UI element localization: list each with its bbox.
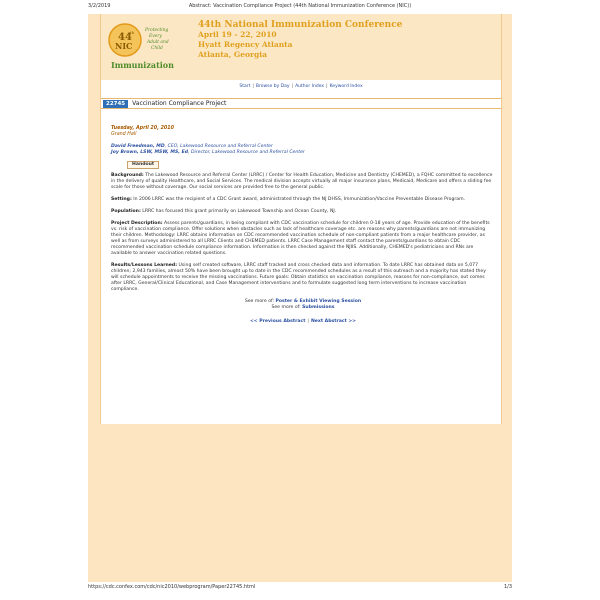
setting-label: Setting: <box>111 197 132 202</box>
abstract-body <box>111 126 495 325</box>
logo-word: Immunization <box>111 60 174 70</box>
nav-author-index-link[interactable]: Author Index <box>295 84 325 89</box>
project-paragraph <box>111 221 495 257</box>
top-nav: Start | Browse by Day | Author Index | Keyword Index <box>239 84 363 89</box>
author-affiliation: , CEO, Lakewood Resource and Referral Center <box>164 144 273 149</box>
results-paragraph <box>111 263 495 293</box>
logo-tagline-2: Every <box>149 34 162 39</box>
abstract-number-badge: 22745 <box>103 100 128 108</box>
logo-tagline-1: Protecting <box>145 28 169 33</box>
session-date: Tuesday, April 20, 2010 <box>111 126 174 131</box>
see-more-session-link[interactable]: Poster & Exhibit Viewing Session <box>275 299 362 304</box>
background-paragraph <box>111 173 495 191</box>
print-date: 3/2/2019 <box>88 3 111 9</box>
conference-logo <box>107 18 189 76</box>
see-more-label: See more of: <box>244 299 275 304</box>
results-label: Results/Lessons Learned: <box>111 263 178 268</box>
abstract-title: Vaccination Compliance Project <box>132 100 227 107</box>
logo-sup: th <box>130 30 135 35</box>
see-more-label: See more of: <box>271 305 301 310</box>
handout-button[interactable]: Handout <box>127 161 159 169</box>
logo-tagline-4: Child <box>151 46 163 51</box>
logo-number: 44 <box>118 32 132 43</box>
print-url: https://cdc.confex.com/cdc/nic2010/webprogram/Paper22745.html <box>88 584 256 590</box>
author-affiliation: , Director, Lakewood Resource and Referral Center <box>188 150 305 155</box>
author-name[interactable]: Joy Brown, LSW, MSW, MS, Ed <box>111 150 189 155</box>
conference-title: 44th National Immunization Conference <box>198 20 403 30</box>
page-background <box>88 14 512 582</box>
logo-abbr: NIC <box>115 41 133 51</box>
abstract-title-bar <box>101 98 501 109</box>
print-header <box>88 3 512 9</box>
author-line <box>111 150 495 156</box>
project-label: Project Description: <box>111 221 163 226</box>
project-text: Assess parents/guardians, in being compliant with CDC vaccination schedule for children 0-18 years of age. Provide education of the benefits vs. risk of vaccination compliance. Offer solutions when obstacles such as lack of healthcare coverage etc. are reasons why parents/guardians are not immunizing their children. Methodology: LRRC obtains information on CDC recommended vaccination schedule of non-compliant patients from a major healthcare provider, as well as from surveys administered to all LRRC Clients and CHEMED patients. LRRC Case Management staff contact the parents/guardians to obtain CDC recommended vaccination schedule compliance information. Information is then checked against the NJIIS. Additionally, CHEMED's pediatricians and RNs are available to answer vaccination related questions. <box>111 221 490 256</box>
setting-text: In 2006 LRRC was the recipient of a CDC Grant award, administrated through the NJ DHSS, Immunization/Vaccine Preventable Disease Program. <box>133 197 466 202</box>
content-panel <box>100 14 502 424</box>
author-name[interactable]: David Freedman, MD <box>111 144 165 149</box>
abstract-nav: << Previous Abstract | Next Abstract >> <box>249 319 357 324</box>
conference-info <box>198 20 402 60</box>
background-text: The Lakewood Resource and Referral Center (LRRC) / Center for Health Education, Medicine and Dentistry (CHEMED), a FQHC committed to excellence in the delivery of quality Healthcare, and Social Services. The medical division accepts virtually all major insurance plans, Medicaid, Medicare and offers a sliding fee scale for those without coverage. Our social services are provided free to the general public. <box>111 173 493 190</box>
background-label: Background: <box>111 173 144 178</box>
conference-city: Atlanta, Georgia <box>198 50 267 59</box>
print-title: Abstract: Vaccination Compliance Project (44th National Immunization Conference (NIC)) <box>188 3 412 9</box>
nav-keyword-index-link[interactable]: Keyword Index <box>329 84 363 89</box>
nav-browse-by-day-link[interactable]: Browse by Day <box>255 84 290 89</box>
population-text: LRRC has focused this grant primarily on Lakewood Township and Ocean County, NJ. <box>142 209 337 214</box>
print-footer <box>88 584 512 590</box>
setting-paragraph <box>111 197 495 203</box>
session-room: Grand Hall <box>111 132 137 137</box>
nav-start-link[interactable]: Start <box>239 84 251 89</box>
logo-tagline-3: Adult and <box>147 40 169 45</box>
see-more-submissions-line <box>111 305 495 311</box>
conference-dates: April 19 - 22, 2010 <box>198 30 277 39</box>
results-text: Using self created software, LRRC staff tracked and cross checked data and information. To date LRRC has obtained data on 5,077 children; 2,943 families, almost 50% have been brought up to date in the CDC recommended schedules as a result of this outreach and a majority has stated they will schedule appointments to receive the missing vaccinations. Future goals: Obtain statistics on vaccination compliance, reasons for non-compliance, out comes after LRRC, General/Clinical Educational, and Case Management interventions and to formulate suggested long term interventions to increase vaccination compliance. <box>111 263 486 292</box>
previous-abstract-link[interactable]: << Previous Abstract <box>249 319 306 324</box>
next-abstract-link[interactable]: Next Abstract >> <box>310 319 357 324</box>
population-paragraph <box>111 209 495 215</box>
print-page-number: 1/3 <box>503 584 512 590</box>
conference-venue: Hyatt Regency Atlanta <box>198 40 293 49</box>
conference-banner <box>101 14 501 80</box>
population-label: Population: <box>111 209 141 214</box>
see-more-submissions-link[interactable]: Submissions <box>302 305 335 310</box>
see-more-block <box>111 299 495 311</box>
